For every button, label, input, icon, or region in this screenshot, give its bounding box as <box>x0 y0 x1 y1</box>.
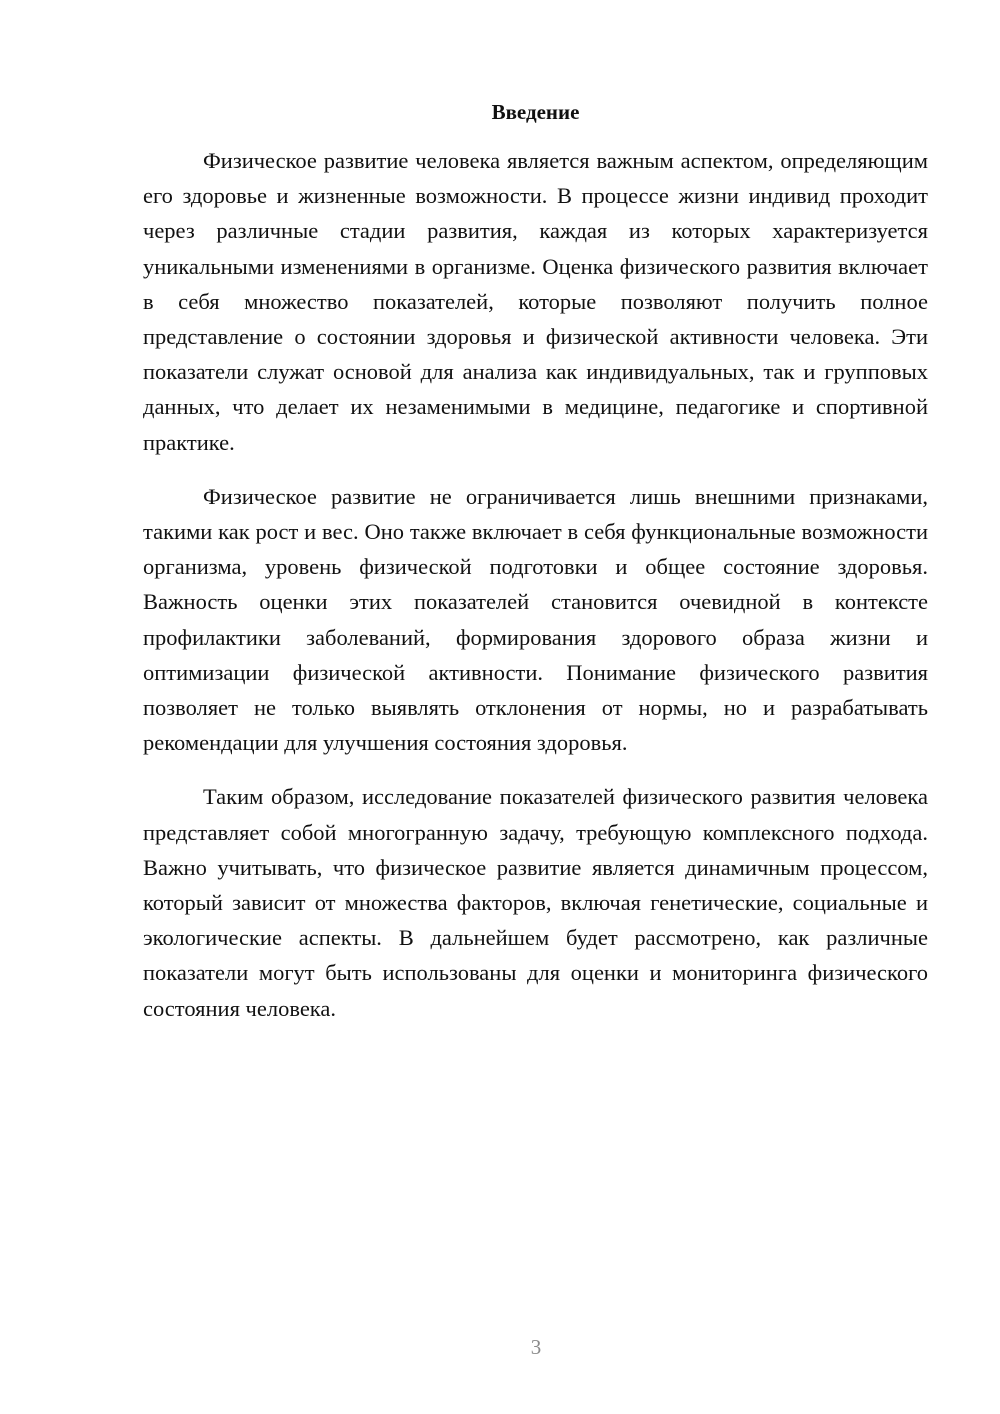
paragraph: Физическое развитие человека является важным аспектом, определяющим его здоровье и жизненные возможности. В процессе жизни индивид проходит через различные стадии развития, каждая из которых характеризуется уникальными изменениями в организме. Оценка физического развития включает в себя множество показателей, которые позволяют получить полное представление о состоянии здоровья и физической активности человека. Эти показатели служат основой для анализа как индивидуальных, так и групповых данных, что делает их незаменимыми в медицине, педагогике и спортивной практике. <box>143 148 928 455</box>
body-text <box>143 143 928 1045</box>
paragraph: Таким образом, исследование показателей физического развития человека представляет собой многогранную задачу, требующую комплексного подхода. Важно учитывать, что физическое развитие является динамичным процессом, который зависит от множества факторов, включая генетические, социальные и экологические аспекты. В дальнейшем будет рассмотрено, как различные показатели могут быть использованы для оценки и мониторинга физического состояния человека. <box>143 784 928 1021</box>
section-heading: Введение <box>491 100 580 124</box>
paragraph: Физическое развитие не ограничивается лишь внешними признаками, такими как рост и вес. Оно также включает в себя функциональные возможности организма, уровень физической подготовки и общее состояние здоровья. Важность оценки этих показателей становится очевидной в контексте профилактики заболеваний, формирования здорового образа жизни и оптимизации физической активности. Понимание физического развития позволяет не только выявлять отклонения от нормы, но и разрабатывать рекомендации для улучшения состояния здоровья. <box>143 483 928 756</box>
page-number: 3 <box>530 1335 542 1359</box>
